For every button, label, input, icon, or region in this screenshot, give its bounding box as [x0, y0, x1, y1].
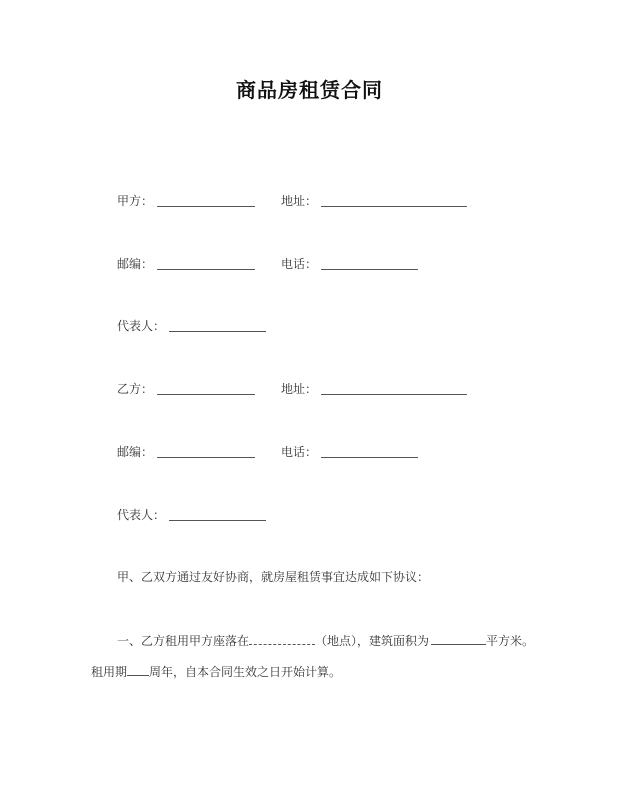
- party-b-representative-blank[interactable]: [169, 508, 266, 521]
- intro-paragraph: 甲、乙双方通过友好协商，就房屋租赁事宜达成如下协议：: [117, 570, 430, 584]
- term-prefix: 租用期: [91, 665, 128, 679]
- party-b-representative-field: [117, 507, 266, 523]
- party-b-field: [117, 381, 255, 397]
- party-b-address-label: 地址：: [281, 382, 318, 396]
- clause-1-line-2: [91, 663, 341, 680]
- party-a-address-label: 地址：: [281, 194, 318, 208]
- term-blank[interactable]: [127, 663, 149, 676]
- party-b-postcode-label: 邮编：: [117, 445, 154, 459]
- party-a-representative-label: 代表人：: [117, 319, 166, 333]
- party-a-postcode-field: [117, 256, 255, 272]
- party-a-blank[interactable]: [157, 194, 255, 207]
- party-b-representative-label: 代表人：: [117, 508, 166, 522]
- party-a-postcode-label: 邮编：: [117, 257, 154, 271]
- party-b-blank[interactable]: [157, 382, 255, 395]
- clause-1-prefix: 一、乙方租用甲方座落在: [117, 634, 250, 648]
- document-title: 商品房租赁合同: [236, 78, 383, 102]
- party-b-address-field: [281, 381, 467, 397]
- party-b-postcode-blank[interactable]: [157, 445, 255, 458]
- area-blank[interactable]: [431, 632, 486, 645]
- party-a-address-field: [281, 193, 467, 209]
- party-b-phone-blank[interactable]: [321, 445, 418, 458]
- area-unit: 平方米。: [486, 634, 535, 648]
- term-suffix: 周年，自本合同生效之日开始计算。: [149, 665, 342, 679]
- clause-1-line-1: [117, 632, 534, 649]
- party-b-phone-label: 电话：: [281, 445, 318, 459]
- party-a-phone-label: 电话：: [281, 257, 318, 271]
- party-a-field: [117, 193, 255, 209]
- party-a-phone-blank[interactable]: [321, 257, 418, 270]
- party-a-representative-blank[interactable]: [169, 319, 266, 332]
- party-a-postcode-blank[interactable]: [157, 257, 255, 270]
- location-hint: （地点），建筑面积为: [315, 634, 430, 648]
- location-blank[interactable]: [249, 632, 315, 645]
- party-b-label: 乙方：: [117, 382, 154, 396]
- party-a-address-blank[interactable]: [321, 194, 467, 207]
- party-b-postcode-field: [117, 444, 255, 460]
- party-b-address-blank[interactable]: [321, 382, 467, 395]
- party-a-label: 甲方：: [117, 194, 154, 208]
- party-b-phone-field: [281, 444, 418, 460]
- party-a-representative-field: [117, 318, 266, 334]
- party-a-phone-field: [281, 256, 418, 272]
